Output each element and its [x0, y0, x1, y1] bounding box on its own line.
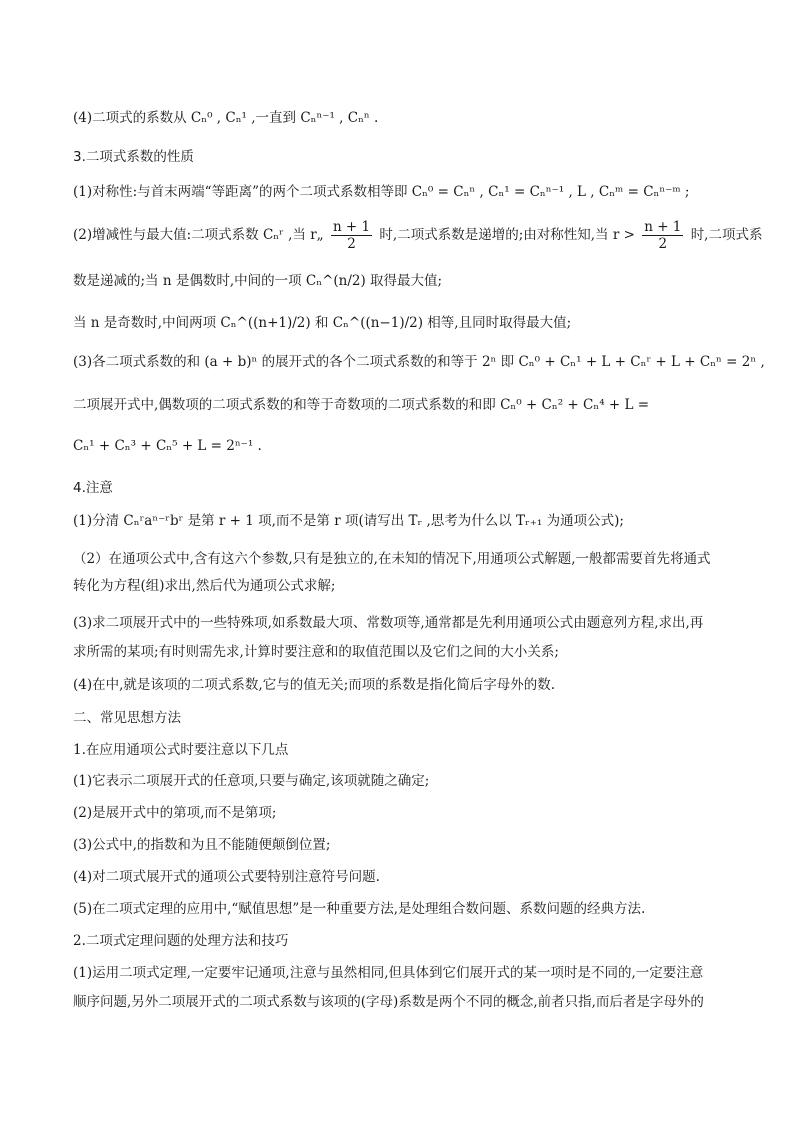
line-technique-1: (1)运用二项式定理,一定要牢记通项,注意与虽然相同,但具体到它们展开式的某一项时是不同的,一定要注意 [73, 965, 704, 981]
fraction-numerator: n + 1 [644, 219, 682, 235]
line-symmetry: (1)对称性:与首末两端“等距离”的两个二项式系数相等即 Cₙ⁰ = Cₙⁿ , Cₙ¹ = Cₙⁿ⁻¹ , L , Cₙᵐ = Cₙⁿ⁻ᵐ ; [73, 184, 690, 200]
fraction-numerator: n + 1 [332, 219, 371, 235]
monotonicity-text-a: (2)增减性与最大值:二项式系数 Cₙʳ ,当 r„ [73, 227, 324, 243]
line-method-5: (5)在二项式定理的应用中,“赋值思想”是一种重要方法,是处理组合数问题、系数问题的经典方法. [73, 901, 646, 917]
line-even-odd-sum: 二项展开式中,偶数项的二项式系数的和等于奇数项的二项式系数的和即 Cₙ⁰ + Cₙ² + Cₙ⁴ + L = [73, 397, 650, 413]
line-note-1: (1)分清 Cₙʳaⁿ⁻ʳbʳ 是第 r + 1 项,而不是第 r 项(请写出 Tᵣ ,思考为什么以 Tᵣ₊₁ 为通项公式); [73, 513, 624, 529]
fraction-n-plus-1-over-2-second [642, 219, 683, 252]
line-method-1: (1)它表示二项展开式的任意项,只要与确定,该项就随之确定; [73, 773, 430, 789]
line-sum-of-coefficients: (3)各二项式系数的和 (a + b)ⁿ 的展开式的各个二项式系数的和等于 2ⁿ 即 Cₙ⁰ + Cₙ¹ + L + Cₙʳ + L + Cₙⁿ = 2ⁿ , [73, 354, 765, 370]
line-method-heading-1: 1.在应用通项公式时要注意以下几点 [73, 742, 289, 758]
line-even-odd-sum-cont: Cₙ¹ + Cₙ³ + Cₙ⁵ + L = 2ⁿ⁻¹ . [73, 438, 262, 454]
line-note-3-cont: 求所需的某项;有时则需先求,计算时要注意和的取值范围以及它们之间的大小关系; [73, 644, 559, 660]
section-heading-notes: 4.注意 [73, 480, 113, 496]
line-method-heading-2: 2.二项式定理问题的处理方法和技巧 [73, 933, 289, 949]
line-method-3: (3)公式中,的指数和为且不能随便颠倒位置; [73, 837, 331, 853]
monotonicity-text-c: 时,二项式系 [690, 227, 763, 243]
section-heading-properties: 3.二项式系数的性质 [73, 149, 194, 165]
monotonicity-text-b: 时,二项式系数是递增的;由对称性知,当 r > [379, 227, 635, 243]
line-note-4: (4)在中,就是该项的二项式系数,它与的值无关;而项的系数是指化简后字母外的数. [73, 677, 556, 693]
fraction-denominator: 2 [658, 236, 668, 252]
line-odd-case: 当 n 是奇数时,中间两项 Cₙ^((n+1)/2) 和 Cₙ^((n−1)/2) 相等,且同时取得最大值; [73, 315, 572, 331]
line-method-2: (2)是展开式中的第项,而不是第项; [73, 805, 277, 821]
line-method-4: (4)对二项式展开式的通项公式要特别注意符号问题. [73, 869, 380, 885]
section-heading-methods: 二、常见思想方法 [73, 710, 181, 726]
line-even-case: 数是递减的;当 n 是偶数时,中间的一项 Cₙ^(n/2) 取得最大值; [73, 273, 443, 289]
line-monotonicity [73, 218, 763, 252]
line-note-2: （2）在通项公式中,含有这六个参数,只有是独立的,在未知的情况下,用通项公式解题,一般都需要首先将通式 [73, 551, 711, 567]
fraction-n-plus-1-over-2 [331, 219, 372, 252]
fraction-denominator: 2 [347, 236, 356, 252]
line-note-3: (3)求二项展开式中的一些特殊项,如系数最大项、常数项等,通常都是先利用通项公式由题意列方程,求出,再 [73, 615, 704, 631]
line-coefficient-range: (4)二项式的系数从 Cₙ⁰ , Cₙ¹ ,一直到 Cₙⁿ⁻¹ , Cₙⁿ . [73, 110, 379, 126]
line-technique-1-cont: 顺序问题,另外二项展开式的二项式系数与该项的(字母)系数是两个不同的概念,前者只指,而后者是字母外的 [73, 994, 704, 1010]
line-note-2-cont: 转化为方程(组)求出,然后代为通项公式求解; [73, 578, 336, 594]
